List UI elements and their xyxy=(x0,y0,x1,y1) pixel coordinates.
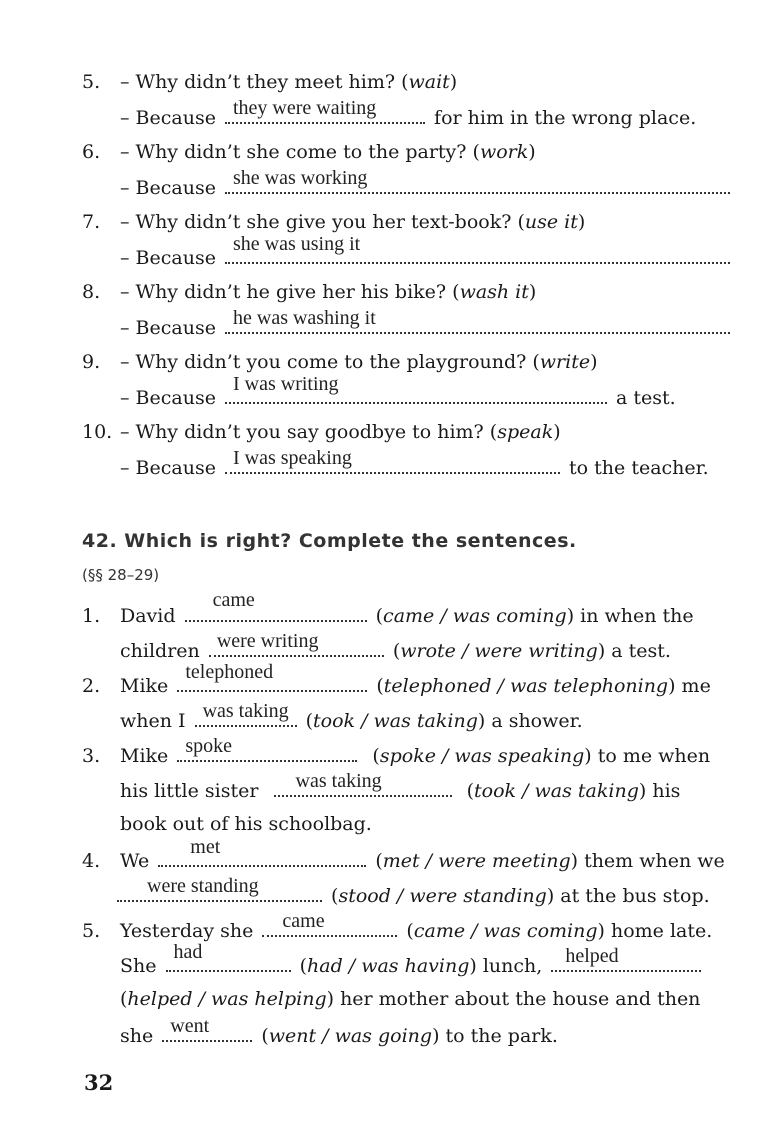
ex42-s4-line1: 4. We met (met / were meeting) them when we xyxy=(82,836,725,872)
ex41-item-8-answer-line: – Because he was washing it xyxy=(120,314,733,340)
ex41-item-5-question: 5. – Why didn’t they meet him? (wait) xyxy=(82,71,458,93)
answer-blank[interactable]: he was washing it xyxy=(225,314,730,334)
answer-blank[interactable]: came xyxy=(185,602,367,622)
ex41-item-8-question: 8. – Why didn’t he give her his bike? (wash it) xyxy=(82,281,537,303)
ex42-s2-line1: 2. Mike telephoned (telephoned / was telephoning) me xyxy=(82,661,711,697)
answer-blank[interactable]: were writing xyxy=(209,637,384,657)
answer-blank[interactable]: I was speaking xyxy=(225,454,560,474)
exercise-42-title: 42. Which is right? Complete the sentences. xyxy=(82,530,577,552)
answer-blank[interactable]: was taking xyxy=(274,777,452,797)
ex42-s2-line2: when I was taking (took / was taking) a shower. xyxy=(120,700,583,732)
answer-blank[interactable]: they were waiting xyxy=(225,104,425,124)
page-number: 32 xyxy=(84,1070,114,1095)
ex41-item-10-answer-line: – Because I was speaking to the teacher. xyxy=(120,447,709,479)
ex41-item-10-question: 10. – Why didn’t you say goodbye to him? (speak) xyxy=(82,421,561,443)
answer-blank[interactable]: were standing xyxy=(117,882,322,902)
ex42-s3-line2: his little sister was taking (took / was taking) his xyxy=(120,770,681,802)
answer-blank[interactable]: went xyxy=(162,1022,252,1042)
ex42-s3-line1: 3. Mike spoke (spoke / was speaking) to me when xyxy=(82,735,711,767)
answer-blank[interactable]: I was writing xyxy=(225,384,607,404)
answer-blank[interactable]: she was working xyxy=(225,174,730,194)
ex42-s5-line4: she went (went / was going) to the park. xyxy=(120,1015,558,1047)
answer-blank[interactable]: met xyxy=(158,847,366,867)
answer-blank[interactable]: telephoned xyxy=(177,672,367,692)
grammar-reference: (§§ 28–29) xyxy=(82,566,160,584)
answer-blank[interactable]: was taking xyxy=(195,707,297,727)
ex42-s5-line3: (helped / was helping) her mother about the house and then xyxy=(120,988,701,1010)
ex42-s5-line2: She had (had / was having) lunch, helped xyxy=(120,952,704,978)
ex42-s1-line1: 1. David came (came / was coming) in when the xyxy=(82,589,694,627)
answer-blank[interactable]: she was using it xyxy=(225,244,730,264)
ex41-item-9-answer-line: – Because I was writing a test. xyxy=(120,373,676,409)
ex41-item-6-question: 6. – Why didn’t she come to the party? (work) xyxy=(82,141,536,163)
ex41-item-6-answer-line: – Because she was working xyxy=(120,174,733,200)
ex42-s1-line2: children were writing (wrote / were writing) a test. xyxy=(120,630,671,662)
ex41-item-7-question: 7. – Why didn’t she give you her text-book? (use it) xyxy=(82,211,586,233)
ex41-item-5-answer-line: – Because they were waiting for him in the wrong place. xyxy=(120,97,697,129)
ex41-item-7-answer-line: – Because she was using it xyxy=(120,244,733,270)
answer-blank[interactable]: spoke xyxy=(177,742,357,762)
ex42-s3-line3: book out of his schoolbag. xyxy=(120,813,372,835)
answer-blank[interactable]: helped xyxy=(551,952,701,972)
ex42-s5-line1: 5. Yesterday she came (came / was coming) home late. xyxy=(82,910,713,942)
ex42-s4-line2: were standing (stood / were standing) at the bus stop. xyxy=(117,882,710,908)
ex41-item-9-question: 9. – Why didn’t you come to the playground? (write) xyxy=(82,351,598,373)
answer-blank[interactable]: came xyxy=(262,917,397,937)
answer-blank[interactable]: had xyxy=(166,952,291,972)
